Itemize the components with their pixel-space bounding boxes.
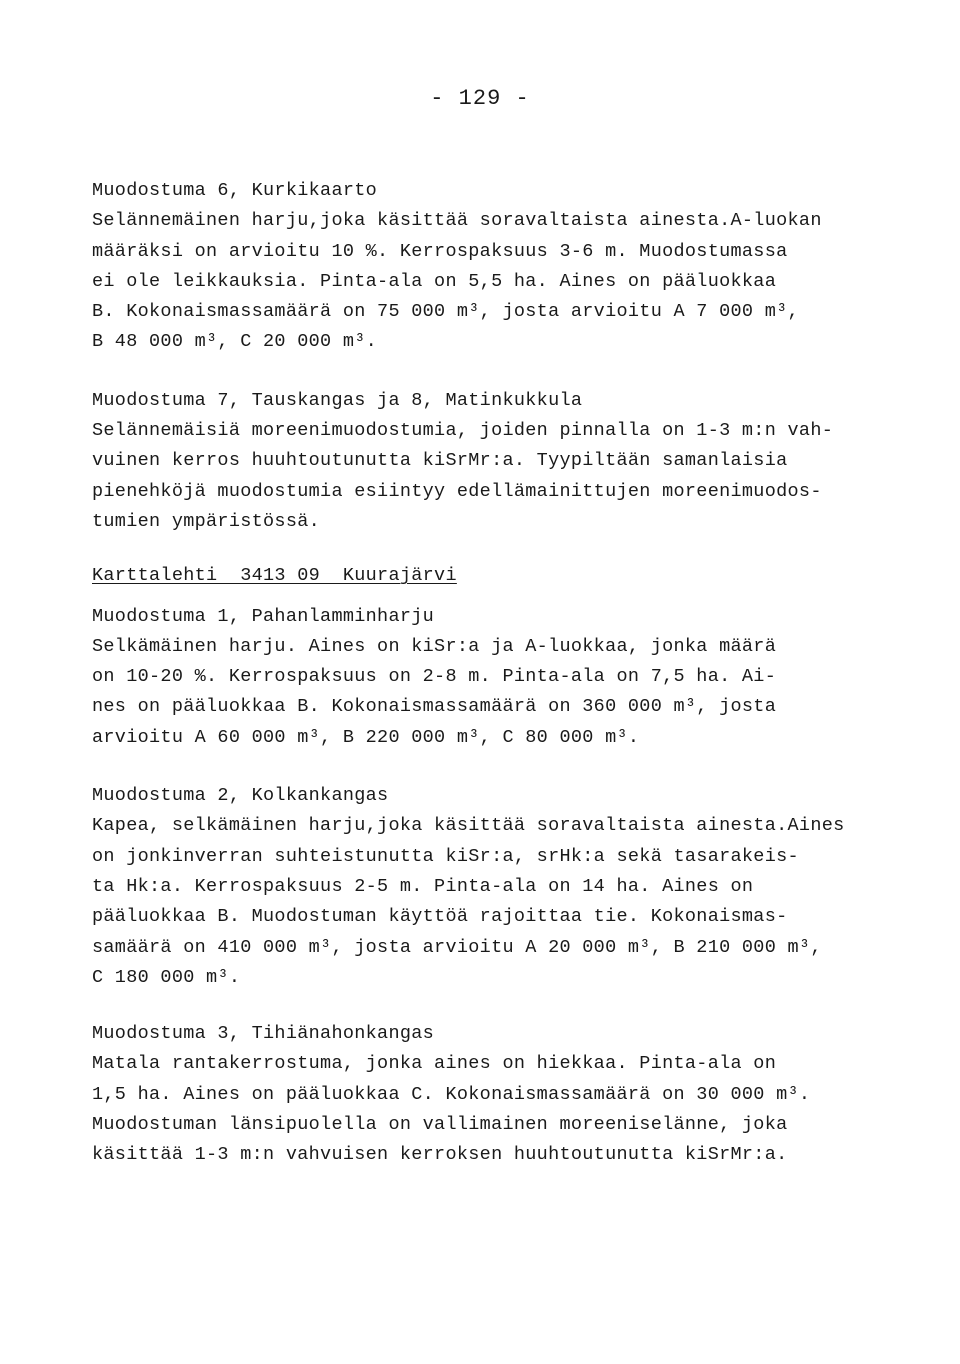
paragraph-line: 1,5 ha. Aines on pääluokkaa C. Kokonaismassamäärä on 30 000 m³.: [92, 1083, 811, 1105]
document-body: [92, 176, 942, 1171]
paragraph-line: B. Kokonaismassamäärä on 75 000 m³, josta arvioitu A 7 000 m³,: [92, 301, 799, 323]
section-heading: Muodostuma 1, Pahanlamminharju: [92, 605, 435, 627]
paragraph-line: samäärä on 410 000 m³, josta arvioitu A 20 000 m³, B 210 000 m³,: [92, 936, 822, 958]
section-pahanlamminharju: [92, 602, 942, 753]
paragraph-line: ei ole leikkauksia. Pinta-ala on 5,5 ha. Aines on pääluokkaa: [92, 270, 777, 292]
paragraph-line: määräksi on arvioitu 10 %. Kerrospaksuus 3-6 m. Muodostumassa: [92, 240, 788, 262]
paragraph-line: Muodostuman länsipuolella on vallimainen moreeniselänne, joka: [92, 1114, 788, 1136]
section-tihianahonkangas: [92, 1019, 942, 1170]
paragraph-line: pääluokkaa B. Muodostuman käyttöä rajoittaa tie. Kokonaismas-: [92, 906, 788, 928]
paragraph-line: C 180 000 m³.: [92, 966, 241, 988]
paragraph-line: vuinen kerros huuhtoutunutta kiSrMr:a. Tyypiltään samanlaisia: [92, 450, 788, 472]
section-kolkankangas: [92, 781, 942, 993]
paragraph-line: B 48 000 m³, C 20 000 m³.: [92, 331, 378, 353]
paragraph-line: on 10-20 %. Kerrospaksuus on 2-8 m. Pinta-ala on 7,5 ha. Ai-: [92, 666, 777, 688]
page-number: - 129 -: [430, 86, 530, 111]
paragraph-line: ta Hk:a. Kerrospaksuus 2-5 m. Pinta-ala on 14 ha. Aines on: [92, 875, 754, 897]
paragraph-line: Matala rantakerrostuma, jonka aines on hiekkaa. Pinta-ala on: [92, 1053, 777, 1075]
section-kurkikaarto: [92, 176, 942, 358]
section-heading: Muodostuma 3, Tihiänahonkangas: [92, 1023, 435, 1045]
paragraph-line: Kapea, selkämäinen harju,joka käsittää soravaltaista ainesta.Aines: [92, 815, 845, 837]
paragraph-line: tumien ympäristössä.: [92, 510, 321, 532]
paragraph-line: käsittää 1-3 m:n vahvuisen kerroksen huuhtoutunutta kiSrMr:a.: [92, 1144, 788, 1166]
paragraph-line: Selännemäisiä moreenimuodostumia, joiden pinnalla on 1-3 m:n vah-: [92, 420, 834, 442]
map-sheet-heading: Karttalehti 3413 09 Kuurajärvi: [92, 565, 457, 587]
paragraph-line: nes on pääluokkaa B. Kokonaismassamäärä on 360 000 m³, josta: [92, 696, 777, 718]
section-heading: Muodostuma 6, Kurkikaarto: [92, 180, 378, 201]
section-heading: Muodostuma 7, Tauskangas ja 8, Matinkukkula: [92, 389, 583, 411]
paragraph-line: pienehköjä muodostumia esiintyy edellämainittujen moreenimuodos-: [92, 480, 822, 502]
section-tauskangas: [92, 386, 942, 537]
paragraph-line: arvioitu A 60 000 m³, B 220 000 m³, C 80 000 m³.: [92, 726, 640, 748]
paragraph-line: on jonkinverran suhteistunutta kiSr:a, srHk:a sekä tasarakeis-: [92, 845, 799, 867]
paragraph-line: Selkämäinen harju. Aines on kiSr:a ja A-luokkaa, jonka määrä: [92, 635, 777, 657]
section-heading: Muodostuma 2, Kolkankangas: [92, 785, 389, 807]
paragraph-line: Selännemäinen harju,joka käsittää soravaltaista ainesta.A-luokan: [92, 210, 822, 232]
